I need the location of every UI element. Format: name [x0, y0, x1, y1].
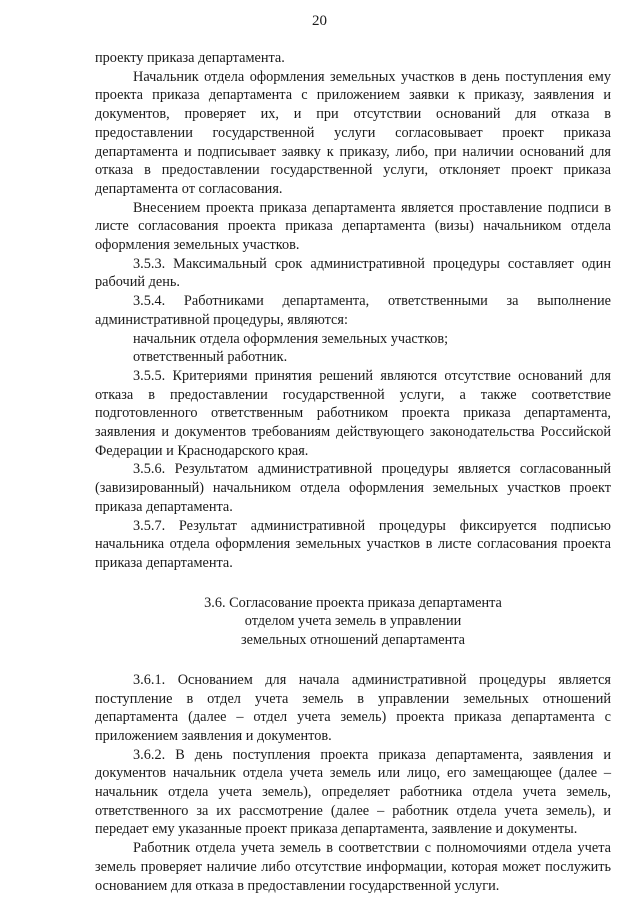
- paragraph-continuation: проекту приказа департамента.: [95, 50, 285, 66]
- list-item-head-of-department: начальник отдела оформления земельных участков;: [133, 330, 449, 347]
- page-number: 20: [312, 13, 327, 29]
- section-heading-line: 3.6. Согласование проекта приказа департамента: [204, 594, 502, 611]
- paragraph-3-5-3: 3.5.3. Максимальный срок административной процедуры составляет один рабочий день.: [95, 255, 611, 291]
- document-body: [95, 49, 611, 895]
- section-heading-line: земельных отношений департамента: [240, 632, 466, 649]
- paragraph-3-5-4: 3.5.4. Работниками департамента, ответственными за выполнение административной процедуры, являются:: [95, 293, 611, 328]
- paragraph-3-6-1: 3.6.1. Основанием для начала административной процедуры является поступление в отдел учета земель в управлении земельных отношений департамента (далее – отдел учета земель) проекта приказа департамента с приложением заявления и документов.: [95, 671, 611, 744]
- paragraph-employee-check: Работник отдела учета земель в соответствии с полномочиями отдела учета земель проверяет наличие либо отсутствие информации, которая может послужить основанием для отказа в предоставлении государственной услуги.: [95, 840, 611, 894]
- paragraph-3-5-7: 3.5.7. Результат административной процедуры фиксируется подписью начальника отдела оформления земельных участков в листе согласования проекта приказа департамента.: [95, 517, 611, 571]
- paragraph-3-6-2: 3.6.2. В день поступления проекта приказа департамента, заявления и документов начальник отдела учета земель или лицо, его замещающее (далее – начальник отдела учета земель), определяет работника отдела учета земель, ответственного за их рассмотрение (далее – работник отдела учета земель), и передает ему указанные проект приказа департамента, заявление и документы.: [95, 746, 611, 838]
- list-item-responsible-employee: ответственный работник.: [133, 349, 288, 366]
- section-heading-line: отделом учета земель в управлении: [244, 613, 462, 630]
- paragraph-3-5-5: 3.5.5. Критериями принятия решений являются отсутствие оснований для отказа в предоставлении государственной услуги, а также соответствие подготовленного ответственным работником проекта приказа департамента, заявления и документов требованиям действующего законодательства Российской Федерации и Краснодарского края.: [95, 367, 611, 459]
- section-heading-3-6: [95, 594, 611, 650]
- paragraph-head-review: Начальник отдела оформления земельных участков в день поступления ему проекта приказа департамента с приложением заявки к приказу, заявления и документов, проверяет их, и при отсутствии оснований для отказа в предоставлении государственной услуги согласовывает проект приказа департамента и подписывает заявку к приказу, либо, при наличии оснований для отказа в предоставлении государственной услуги, отклоняет проект приказа департамента от согласования.: [95, 68, 611, 197]
- paragraph-visa-signature: Внесением проекта приказа департамента является проставление подписи в листе согласования проекта приказа департамента (визы) начальником отдела оформления земельных участков.: [95, 199, 611, 254]
- paragraph-3-5-6: 3.5.6. Результатом административной процедуры является согласованный (завизированный) начальником отдела оформления земельных участков проект приказа департамента.: [95, 461, 611, 515]
